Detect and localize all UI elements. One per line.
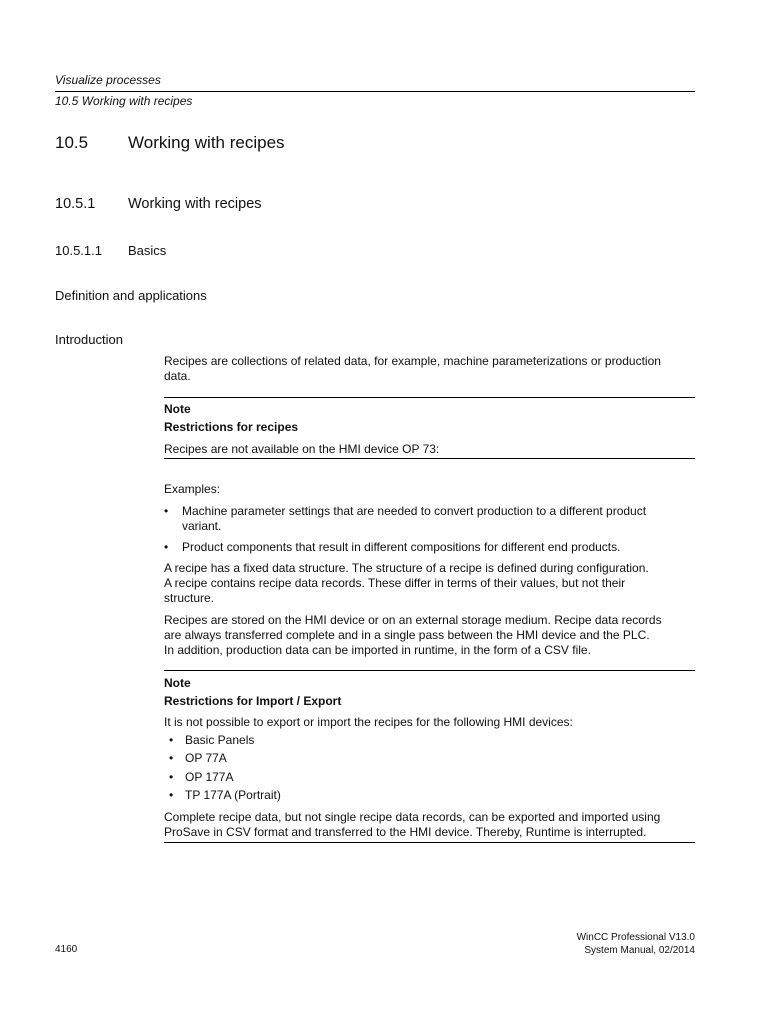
note2-text: It is not possible to export or import the recipes for the following HMI devices: (164, 715, 573, 729)
device-name: OP 177A (185, 770, 234, 784)
paragraph-line: structure. (164, 591, 215, 605)
device-name: Basic Panels (185, 733, 255, 747)
bullet-icon: • (169, 770, 174, 784)
bullet-icon: • (169, 788, 174, 802)
paragraph-line: A recipe contains recipe data records. These differ in terms of their values, but not their (164, 576, 626, 590)
heading-3-title: Basics (128, 243, 167, 258)
heading-definition: Definition and applications (55, 288, 207, 303)
paragraph-line: are always transferred complete and in a single pass between the HMI device and the PLC. (164, 628, 650, 642)
note1-label: Note (164, 402, 191, 416)
list-item-text (182, 540, 697, 555)
heading-2-number: 10.5.1 (55, 196, 96, 212)
heading-1-number: 10.5 (55, 133, 89, 152)
device-name: OP 77A (185, 751, 227, 765)
paragraph-line: ProSave in CSV format and transferred to the HMI device. Thereby, Runtime is interrupted. (164, 825, 647, 839)
footer-product: WinCC Professional V13.0 (576, 932, 695, 943)
paragraph-line: Complete recipe data, but not single recipe data records, can be exported and imported using (164, 810, 661, 824)
running-header-section: 10.5 Working with recipes (55, 94, 193, 108)
note1-top-rule (164, 397, 695, 398)
heading-3-number: 10.5.1.1 (55, 243, 102, 258)
intro-paragraph (164, 354, 699, 384)
list-item (164, 504, 699, 534)
heading-1-title: Working with recipes (128, 133, 285, 152)
header-rule (55, 91, 695, 92)
list-item-text (182, 504, 697, 534)
note2-closing (164, 810, 699, 840)
list-item-line: variant. (182, 519, 222, 533)
intro-line: data. (164, 369, 191, 383)
list-item (164, 540, 699, 555)
note2-label: Note (164, 676, 191, 690)
note1-bottom-rule (164, 458, 695, 459)
heading-2-title: Working with recipes (128, 196, 262, 212)
bullet-icon: • (164, 504, 169, 518)
footer-manual: System Manual, 02/2014 (584, 945, 695, 956)
examples-label: Examples: (164, 482, 221, 496)
running-header-chapter: Visualize processes (55, 73, 161, 87)
note1-title: Restrictions for recipes (164, 420, 299, 434)
list-item-line: Machine parameter settings that are needed to convert production to a different product (182, 504, 647, 518)
note2-top-rule (164, 670, 695, 671)
paragraph-line: In addition, production data can be imported in runtime, in the form of a CSV file. (164, 643, 591, 657)
note2-title: Restrictions for Import / Export (164, 694, 342, 708)
heading-introduction: Introduction (55, 332, 123, 347)
bullet-icon: • (169, 751, 174, 765)
paragraph-structure (164, 561, 699, 606)
intro-line: Recipes are collections of related data, for example, machine parameterizations or production (164, 354, 661, 368)
note2-bottom-rule (164, 842, 695, 843)
paragraph-line: Recipes are stored on the HMI device or on an external storage medium. Recipe data records (164, 613, 662, 627)
note1-text: Recipes are not available on the HMI device OP 73: (164, 442, 440, 456)
bullet-icon: • (169, 733, 174, 747)
paragraph-storage (164, 613, 699, 658)
bullet-icon: • (164, 540, 169, 554)
page-number: 4160 (55, 944, 78, 955)
device-name: TP 177A (Portrait) (185, 788, 281, 802)
list-item-line: Product components that result in different compositions for different end products. (182, 540, 621, 554)
paragraph-line: A recipe has a fixed data structure. The structure of a recipe is defined during configuration. (164, 561, 649, 575)
